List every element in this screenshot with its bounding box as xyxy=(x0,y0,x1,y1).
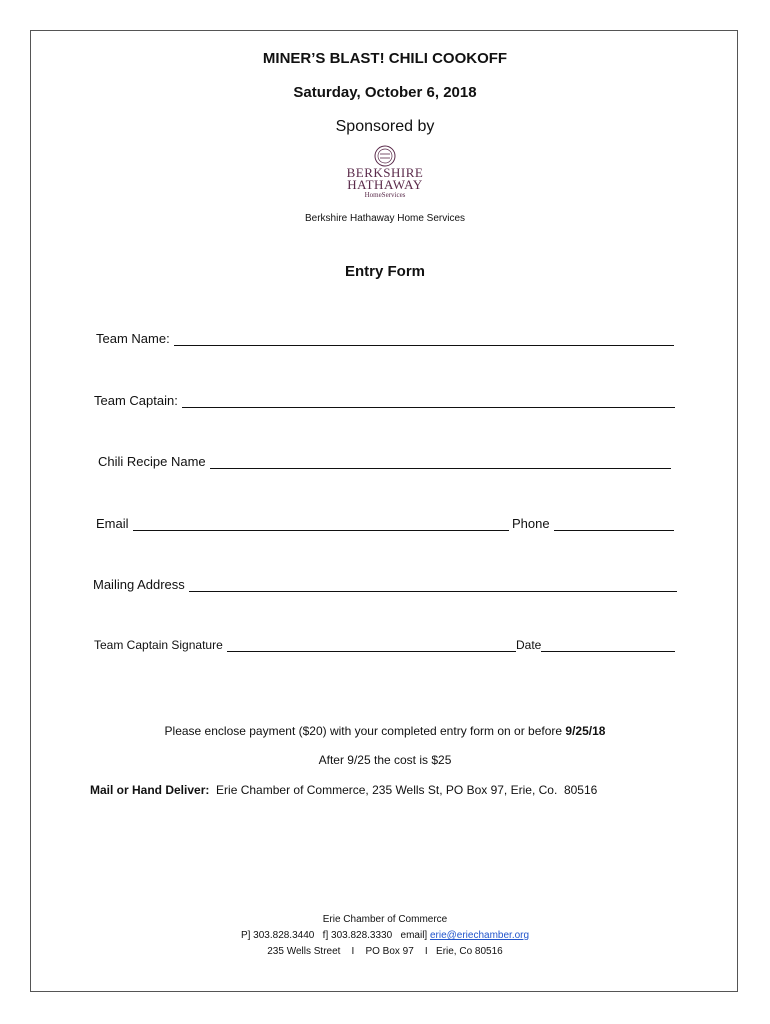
payment-deadline: 9/25/18 xyxy=(565,724,606,738)
phone-field xyxy=(512,516,674,531)
phone-input-line[interactable] xyxy=(554,516,674,531)
footer-email-link[interactable]: erie@eriechamber.org xyxy=(429,930,530,941)
mail-delivery-line xyxy=(90,783,597,797)
team-name-field xyxy=(96,331,674,346)
footer-contact xyxy=(0,930,770,941)
logo-line-homeservices: HomeServices xyxy=(364,191,406,199)
team-captain-input-line[interactable] xyxy=(182,393,675,408)
mail-address: Erie Chamber of Commerce, 235 Wells St, PO Box 97, Erie, Co. 80516 xyxy=(209,783,598,797)
sponsor-caption: Berkshire Hathaway Home Services xyxy=(304,213,466,224)
email-input-line[interactable] xyxy=(133,516,509,531)
sponsor-seal-icon xyxy=(372,145,398,167)
phone-label: Phone xyxy=(512,516,550,531)
mailing-address-field xyxy=(93,577,677,592)
signature-field xyxy=(94,637,516,652)
email-field xyxy=(96,516,509,531)
chili-recipe-input-line[interactable] xyxy=(210,454,671,469)
event-title: MINER’S BLAST! CHILI COOKOFF xyxy=(262,50,508,67)
team-name-label: Team Name: xyxy=(96,331,170,346)
logo-line-berkshire: BERKSHIRE xyxy=(346,165,424,180)
date-label: Date xyxy=(516,638,542,652)
date-input-line[interactable] xyxy=(541,637,675,652)
date-field xyxy=(516,637,675,652)
footer-org: Erie Chamber of Commerce xyxy=(322,914,448,925)
chili-recipe-field xyxy=(98,454,671,469)
mailing-address-input-line[interactable] xyxy=(189,577,677,592)
payment-instructions xyxy=(0,724,770,738)
sponsored-by-label: Sponsored by xyxy=(335,118,435,135)
late-fee-note: After 9/25 the cost is $25 xyxy=(318,753,452,767)
signature-label: Team Captain Signature xyxy=(94,638,223,652)
team-name-input-line[interactable] xyxy=(174,331,674,346)
email-label: Email xyxy=(96,516,129,531)
signature-input-line[interactable] xyxy=(227,637,516,652)
mailing-address-label: Mailing Address xyxy=(93,577,185,592)
team-captain-label: Team Captain: xyxy=(94,393,178,408)
team-captain-field xyxy=(94,393,675,408)
footer-contact-text: P] 303.828.3440 f] 303.828.3330 email] xyxy=(240,930,430,941)
form-heading: Entry Form xyxy=(344,263,425,280)
mail-label: Mail or Hand Deliver: xyxy=(90,783,210,797)
sponsor-logo xyxy=(335,145,435,205)
footer-address: 235 Wells Street I PO Box 97 I Erie, Co 80516 xyxy=(267,946,503,957)
event-date: Saturday, October 6, 2018 xyxy=(293,84,477,101)
payment-text: Please enclose payment ($20) with your completed entry form on or before xyxy=(164,724,566,738)
chili-recipe-label: Chili Recipe Name xyxy=(98,454,206,469)
logo-line-hathaway: HATHAWAY xyxy=(347,177,423,192)
